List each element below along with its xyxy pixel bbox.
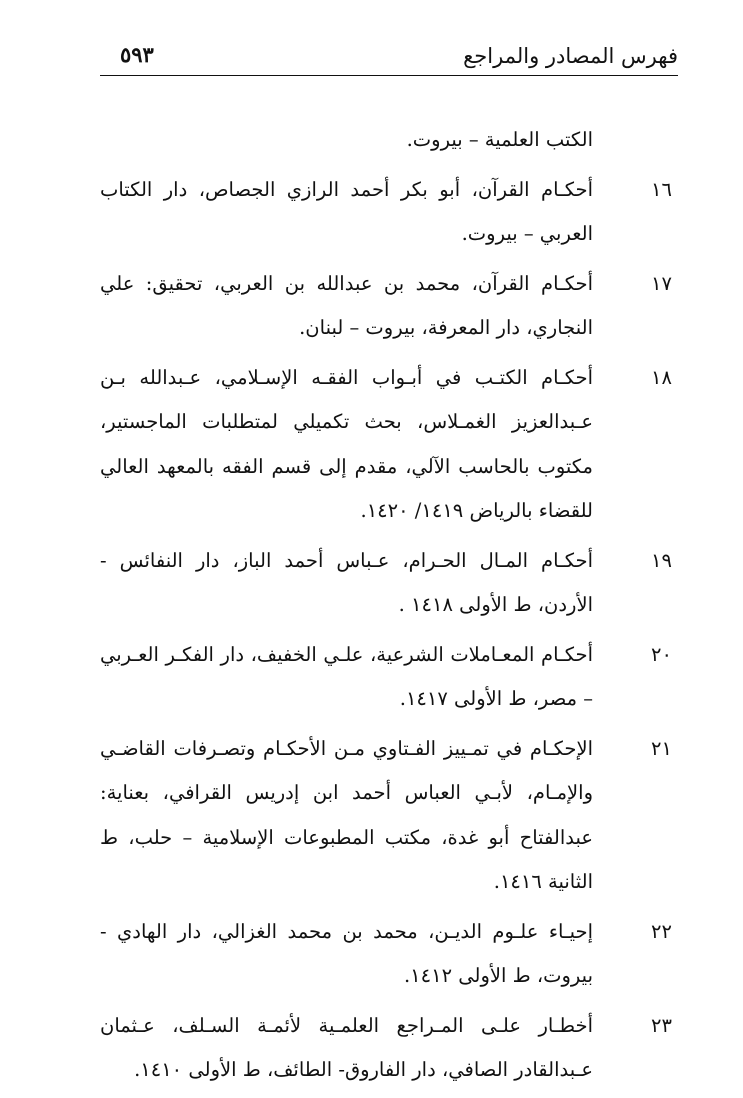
- reference-entry: [100, 356, 678, 534]
- entry-text: أحكـام المـال الحـرام، عـباس أحمد الباز، دار النفائس - الأردن، ط الأولى ١٤١٨ .: [100, 548, 593, 616]
- reference-entry: [100, 262, 678, 351]
- running-title: فهرس المصادر والمراجع: [463, 44, 678, 68]
- reference-entry: [100, 727, 678, 905]
- header-rule: [100, 75, 678, 76]
- reference-entry: [100, 168, 678, 257]
- entry-number: ٢٣: [651, 1013, 672, 1037]
- reference-entry: [100, 633, 678, 722]
- references-list: [100, 118, 678, 1098]
- entry-number: ١٩: [651, 548, 672, 572]
- entry-text: أحكـام القرآن، أبو بكر أحمد الرازي الجصاص، دار الكتاب العربي – بيروت.: [100, 177, 593, 245]
- reference-entry: [100, 910, 678, 999]
- page-number: ٥٩٣: [120, 42, 154, 67]
- reference-entry: [100, 539, 678, 628]
- entry-text: أحكـام المعـاملات الشرعية، علـي الخفيف، دار الفكـر العـربي – مصر، ط الأولى ١٤١٧.: [100, 642, 593, 710]
- entry-number: ١٦: [651, 177, 672, 201]
- entry-text: إحيـاء علـوم الديـن، محمد بن محمد الغزالي، دار الهادي - بيروت، ط الأولى ١٤١٢.: [100, 919, 593, 987]
- entry-text: أحكـام القرآن، محمد بن عبدالله بن العربي، تحقيق: علي النجاري، دار المعرفة، بيروت – لبنان.: [100, 271, 593, 339]
- entry-text: الإحكـام في تمـييز الفـتاوي مـن الأحكـام وتصـرفات القاضـي والإمـام، لأبـي العباس أحمد ابن إدريس القرافي، بعناية: عبدالفتاح أبو غدة، مكتب المطبوعات الإسلامية – حلب، ط الثانية ١٤١٦.: [100, 736, 593, 893]
- entry-number: ٢٠: [651, 642, 672, 666]
- entry-number: ١٨: [651, 365, 672, 389]
- continued-entry-text: الكتب العلمية – بيروت.: [406, 128, 593, 151]
- entry-number: ٢٢: [651, 919, 672, 943]
- entry-number: ١٧: [651, 271, 672, 295]
- entry-text: أخطـار علـى المـراجع العلمـية لأئمـة السـلف، عـثمان عـبدالقادر الصافي، دار الفاروق- الطائف، ط الأولى ١٤١٠.: [100, 1013, 593, 1081]
- running-header: [100, 40, 678, 76]
- reference-entry: [100, 1004, 678, 1093]
- entry-number: ٢١: [651, 736, 672, 760]
- entry-text: أحكـام الكتـب في أبـواب الفقـه الإسـلامي، عـبدالله بـن عـبدالعزيز الغمـلاس، بحث تكميلي لمتطلبات الماجستير، مكتوب بالحاسب الآلي، مقدم إلى قسم الفقه بالمعهد العالي للقضاء بالرياض ١٤١٩/ ١٤٢٠.: [100, 365, 593, 522]
